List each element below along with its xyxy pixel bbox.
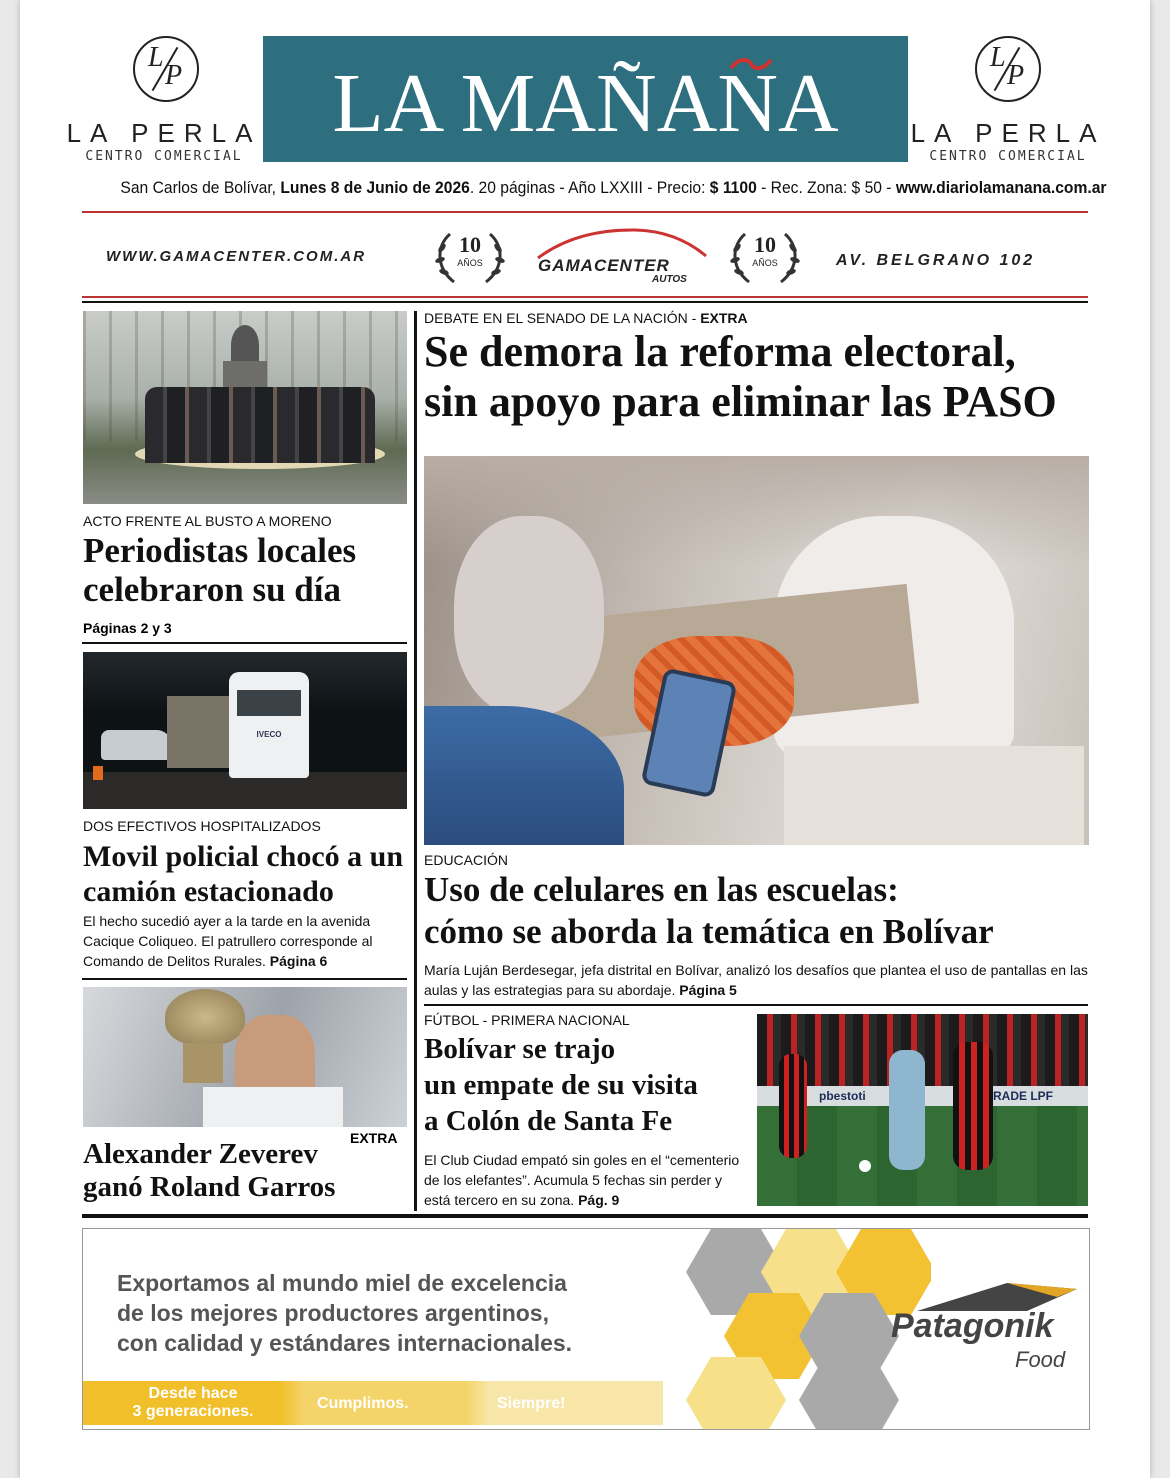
photo-movil-policial[interactable] <box>83 652 407 809</box>
kicker-celulares: EDUCACIÓN <box>424 852 509 868</box>
tag-zverev: EXTRA <box>350 1130 398 1146</box>
band-rule-red <box>82 296 1088 298</box>
headline-zverev[interactable]: Alexander Zeverev ganó Roland Garros <box>83 1138 336 1204</box>
truck-cab: IVECO <box>229 672 309 778</box>
kicker-periodistas: ACTO FRENTE AL BUSTO A MORENO <box>83 513 332 529</box>
anniversary-badge-right: 10 AÑOS <box>725 226 805 288</box>
newspaper-front-page <box>20 0 1150 1478</box>
ball <box>859 1160 871 1172</box>
gamacenter-web: WWW.GAMACENTER.COM.AR <box>106 248 367 265</box>
player-red-black <box>953 1042 993 1170</box>
headline-movil[interactable]: Movil policial chocó a un camión estacionado <box>83 840 404 909</box>
gamacenter-brand: GAMACENTER <box>538 256 670 275</box>
la-perla-sub-right: CENTRO COMERCIAL <box>929 149 1087 164</box>
group-of-people <box>145 387 375 463</box>
headline-periodistas[interactable]: Periodistas locales celebraron su día <box>83 531 357 609</box>
body-futbol: El Club Ciudad empató sin goles en el “cementerio de los elefantes”. Acumula 5 fechas sin perder y está tercero en su zona. Pág. 9 <box>424 1152 740 1208</box>
kicker-movil: DOS EFECTIVOS HOSPITALIZADOS <box>83 818 321 834</box>
anniversary-badge-left: 10 AÑOS <box>430 226 510 288</box>
car-silhouette-icon <box>532 226 712 260</box>
la-perla-logo-left: L P <box>133 36 199 102</box>
photo-celulares[interactable] <box>424 456 1089 845</box>
dateline: San Carlos de Bolívar, Lunes 8 de Junio de 2026. 20 páginas - Año LXXIII - Precio: $ 1100 - Rec. Zona: $ 50 - www.diariolamanana.com.ar <box>120 178 1107 197</box>
ad-copy: Exportamos al mundo miel de excelencia de los mejores productores argentinos, con calidad y estándares internacionales. <box>117 1270 573 1356</box>
traffic-cone <box>93 766 103 780</box>
headline-celulares[interactable]: Uso de celulares en las escuelas: cómo se aborda la temática en Bolívar <box>424 870 994 951</box>
player-light-blue <box>889 1050 925 1170</box>
headline-futbol[interactable]: Bolívar se trajo un empate de su visita a Colón de Santa Fe <box>424 1033 698 1137</box>
bust-statue <box>231 325 259 365</box>
ref-celulares[interactable]: Página 5 <box>679 981 737 998</box>
honeycomb-graphic <box>631 1229 931 1429</box>
masthead-rule <box>82 211 1088 213</box>
patagonik-brand: Patagonik <box>891 1307 1054 1345</box>
band-rule-black <box>82 301 1088 303</box>
gamacenter-brand-sub: AUTOS <box>652 274 687 285</box>
masthead-banner[interactable] <box>263 36 908 162</box>
la-perla-name-right: LA PERLA <box>910 118 1106 148</box>
photo-periodistas[interactable] <box>83 311 407 504</box>
student-hair <box>454 516 604 716</box>
gamacenter-ad[interactable] <box>82 222 1088 294</box>
advertising-board: pbestoti RADE LPF <box>757 1086 1088 1106</box>
column-divider <box>414 311 417 1211</box>
photo-futbol[interactable] <box>757 1014 1088 1206</box>
ref-periodistas[interactable]: Páginas 2 y 3 <box>83 620 172 636</box>
patagonik-brand-sub: Food <box>1015 1347 1066 1372</box>
truck-cargo <box>167 696 237 768</box>
kicker-futbol: FÚTBOL - PRIMERA NACIONAL <box>424 1012 630 1028</box>
patagonik-ad[interactable] <box>82 1228 1090 1430</box>
photo-zverev[interactable] <box>83 987 407 1127</box>
body-celulares: María Luján Berdesegar, jefa distrital en Bolívar, analizó los desafíos que plantea el uso de pantallas en las aulas y las estrategias para su abordaje. Página 5 <box>424 962 1088 998</box>
website-link[interactable]: www.diariolamanana.com.ar <box>895 178 1107 197</box>
newspaper-title: LA MAÑANA <box>332 57 839 150</box>
bottom-rule <box>82 1214 1088 1218</box>
body-movil: El hecho sucedió ayer a la tarde en la avenida Cacique Coliqueo. El patrullero corresponde al Comando de Delitos Rurales. Página 6 <box>83 913 373 969</box>
headline-reforma[interactable]: Se demora la reforma electoral, sin apoyo para eliminar las PASO <box>424 327 1057 426</box>
la-perla-sub-left: CENTRO COMERCIAL <box>85 149 243 164</box>
police-car <box>101 730 171 760</box>
ref-movil[interactable]: Página 6 <box>269 952 328 969</box>
la-perla-logo-right: L P <box>975 36 1041 102</box>
kicker-reforma: DEBATE EN EL SENADO DE LA NACIÓN - EXTRA <box>424 310 748 326</box>
trophy-cup <box>165 989 245 1045</box>
la-perla-name-left: LA PERLA <box>66 118 262 148</box>
ref-futbol[interactable]: Pág. 9 <box>578 1191 620 1208</box>
tagline-strip: Desde hace 3 generaciones. Cumplimos. Siempre! <box>83 1381 663 1425</box>
gamacenter-address: AV. BELGRANO 102 <box>836 252 1036 269</box>
